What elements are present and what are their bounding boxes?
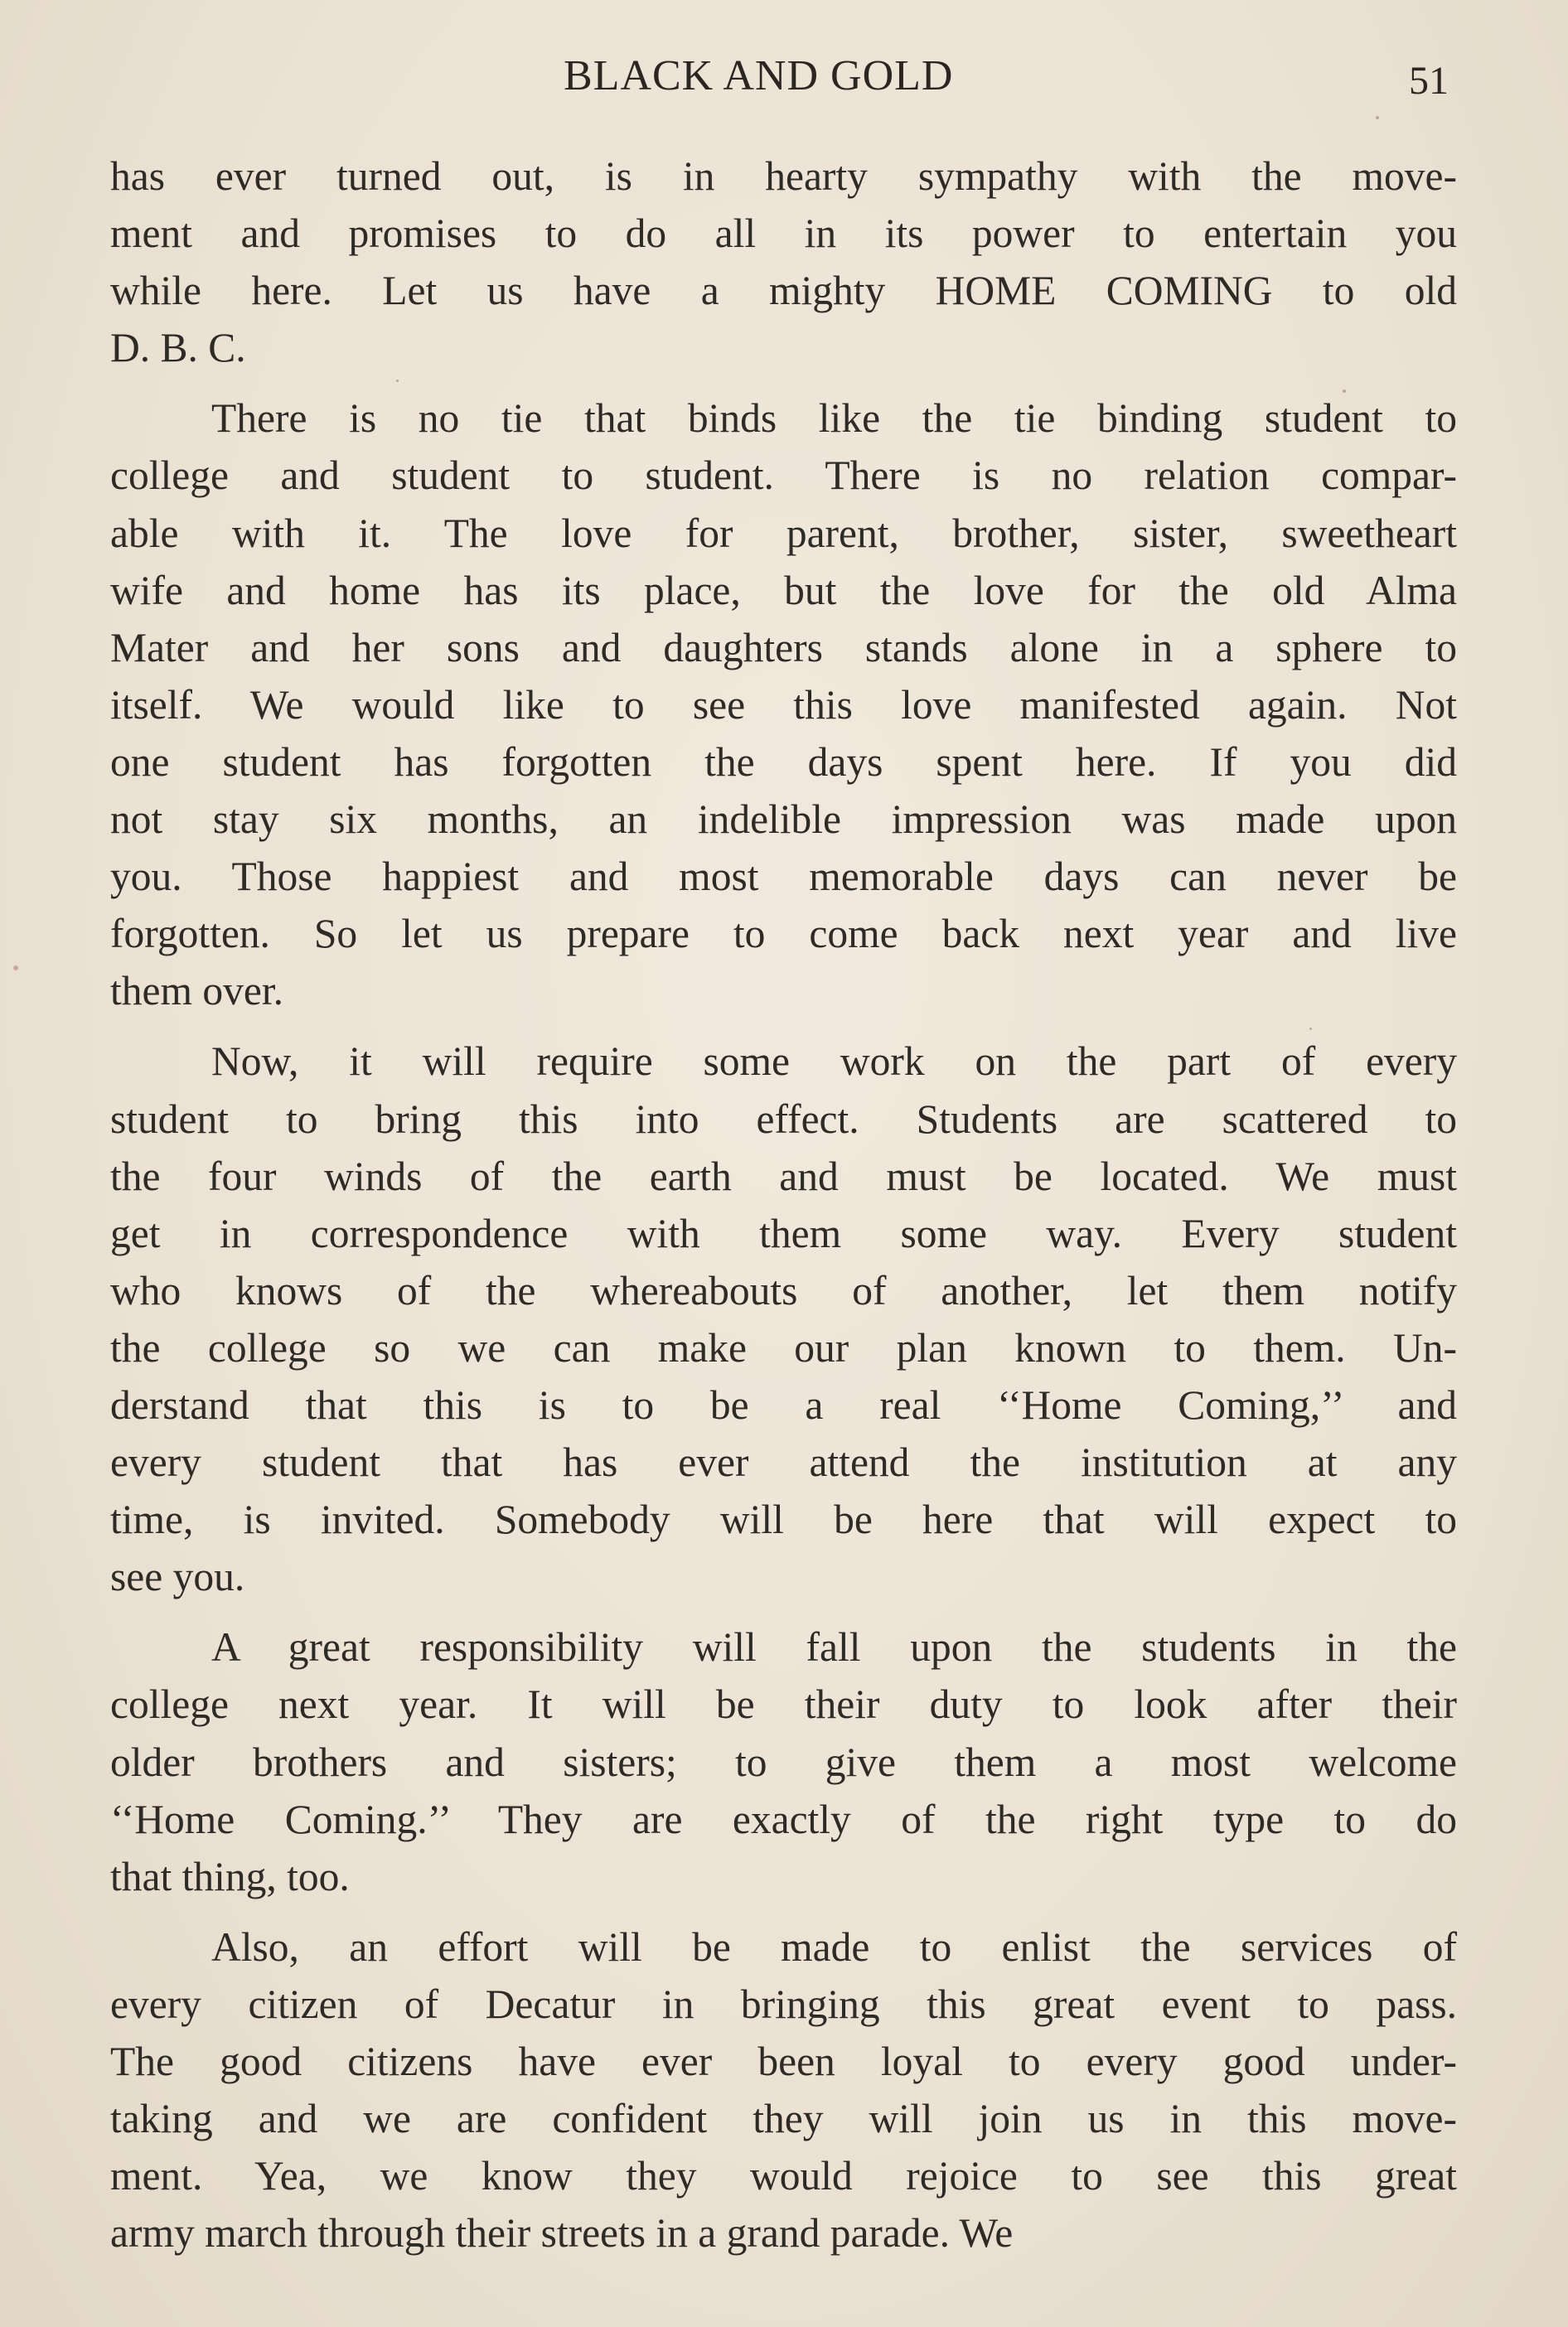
text-line: able with it. The love for parent, brother, sister, sweetheart [110, 510, 1457, 556]
text-line: who knows of the whereabouts of another, let them notify [110, 1267, 1457, 1313]
text-line: every citizen of Decatur in bringing this great event to pass. [110, 1981, 1457, 2027]
text-line: ‘‘Home Coming.’’ They are exactly of the right type to do [110, 1796, 1457, 1842]
paragraph [110, 389, 1457, 1019]
text-line: see you. [110, 1554, 245, 1600]
text-line: while here. Let us have a mighty HOME COMING to old [110, 268, 1457, 314]
text-line: one student has forgotten the days spent here. If you did [110, 738, 1457, 785]
text-line: wife and home has its place, but the love for the old Alma [110, 567, 1457, 613]
text-line: Also, an effort will be made to enlist the services of [211, 1923, 1457, 1970]
text-line: college and student to student. There is no relation compar- [110, 452, 1457, 499]
text-line: ment. Yea, we know they would rejoice to see this great [110, 2153, 1457, 2199]
paragraph [110, 1918, 1457, 2262]
paper-speck [1376, 116, 1379, 119]
text-line: older brothers and sisters; to give them a most welcome [110, 1739, 1457, 1785]
text-line: the four winds of the earth and must be located. We must [110, 1153, 1457, 1199]
text-line: them over. [110, 968, 283, 1014]
text-line: army march through their streets in a grand parade. We [110, 2210, 1014, 2257]
text-line: has ever turned out, is in hearty sympathy with the move- [110, 153, 1457, 199]
text-line: college next year. It will be their duty to look after their [110, 1681, 1457, 1728]
text-line: Now, it will require some work on the part of every [211, 1038, 1457, 1085]
text-line: D. B. C. [110, 325, 246, 371]
paper-speck [1309, 1028, 1312, 1030]
paper-speck [13, 965, 18, 970]
text-line: taking and we are confident they will join us in this move- [110, 2096, 1457, 2142]
text-line: There is no tie that binds like the tie binding student to [211, 395, 1457, 442]
text-line: ment and promises to do all in its power to entertain you [110, 210, 1457, 257]
page-number: 51 [1409, 59, 1449, 103]
text-line: not stay six months, an indelible impression was made upon [110, 796, 1457, 843]
text-line: The good citizens have ever been loyal to every good under- [110, 2039, 1457, 2084]
paper-speck [1343, 389, 1346, 393]
running-header [0, 51, 1568, 109]
text-line: you. Those happiest and most memorable days can never be [110, 854, 1457, 900]
body-text [110, 148, 1457, 2262]
text-line: A great responsibility will fall upon the students in the [211, 1624, 1457, 1671]
paragraph [110, 1618, 1457, 1904]
text-line: Mater and her sons and daughters stands alone in a sphere to [110, 624, 1457, 670]
text-line: get in correspondence with them some way. Every student [110, 1210, 1457, 1256]
paragraph [110, 1033, 1457, 1605]
header-title: BLACK AND GOLD [564, 52, 954, 99]
text-line: every student that has ever attend the institution at any [110, 1439, 1457, 1486]
text-line: itself. We would like to see this love manifested again. Not [110, 681, 1457, 728]
text-line: that thing, too. [110, 1853, 350, 1899]
text-line: student to bring this into effect. Students are scattered to [110, 1096, 1457, 1142]
paragraph [110, 148, 1457, 376]
paper-speck [396, 380, 399, 382]
text-line: the college so we can make our plan known to them. Un- [110, 1324, 1457, 1371]
text-line: derstand that this is to be a real ‘‘Home Coming,’’ and [110, 1381, 1457, 1428]
text-line: time, is invited. Somebody will be here that will expect to [110, 1497, 1457, 1543]
text-line: forgotten. So let us prepare to come back next year and live [110, 911, 1457, 957]
